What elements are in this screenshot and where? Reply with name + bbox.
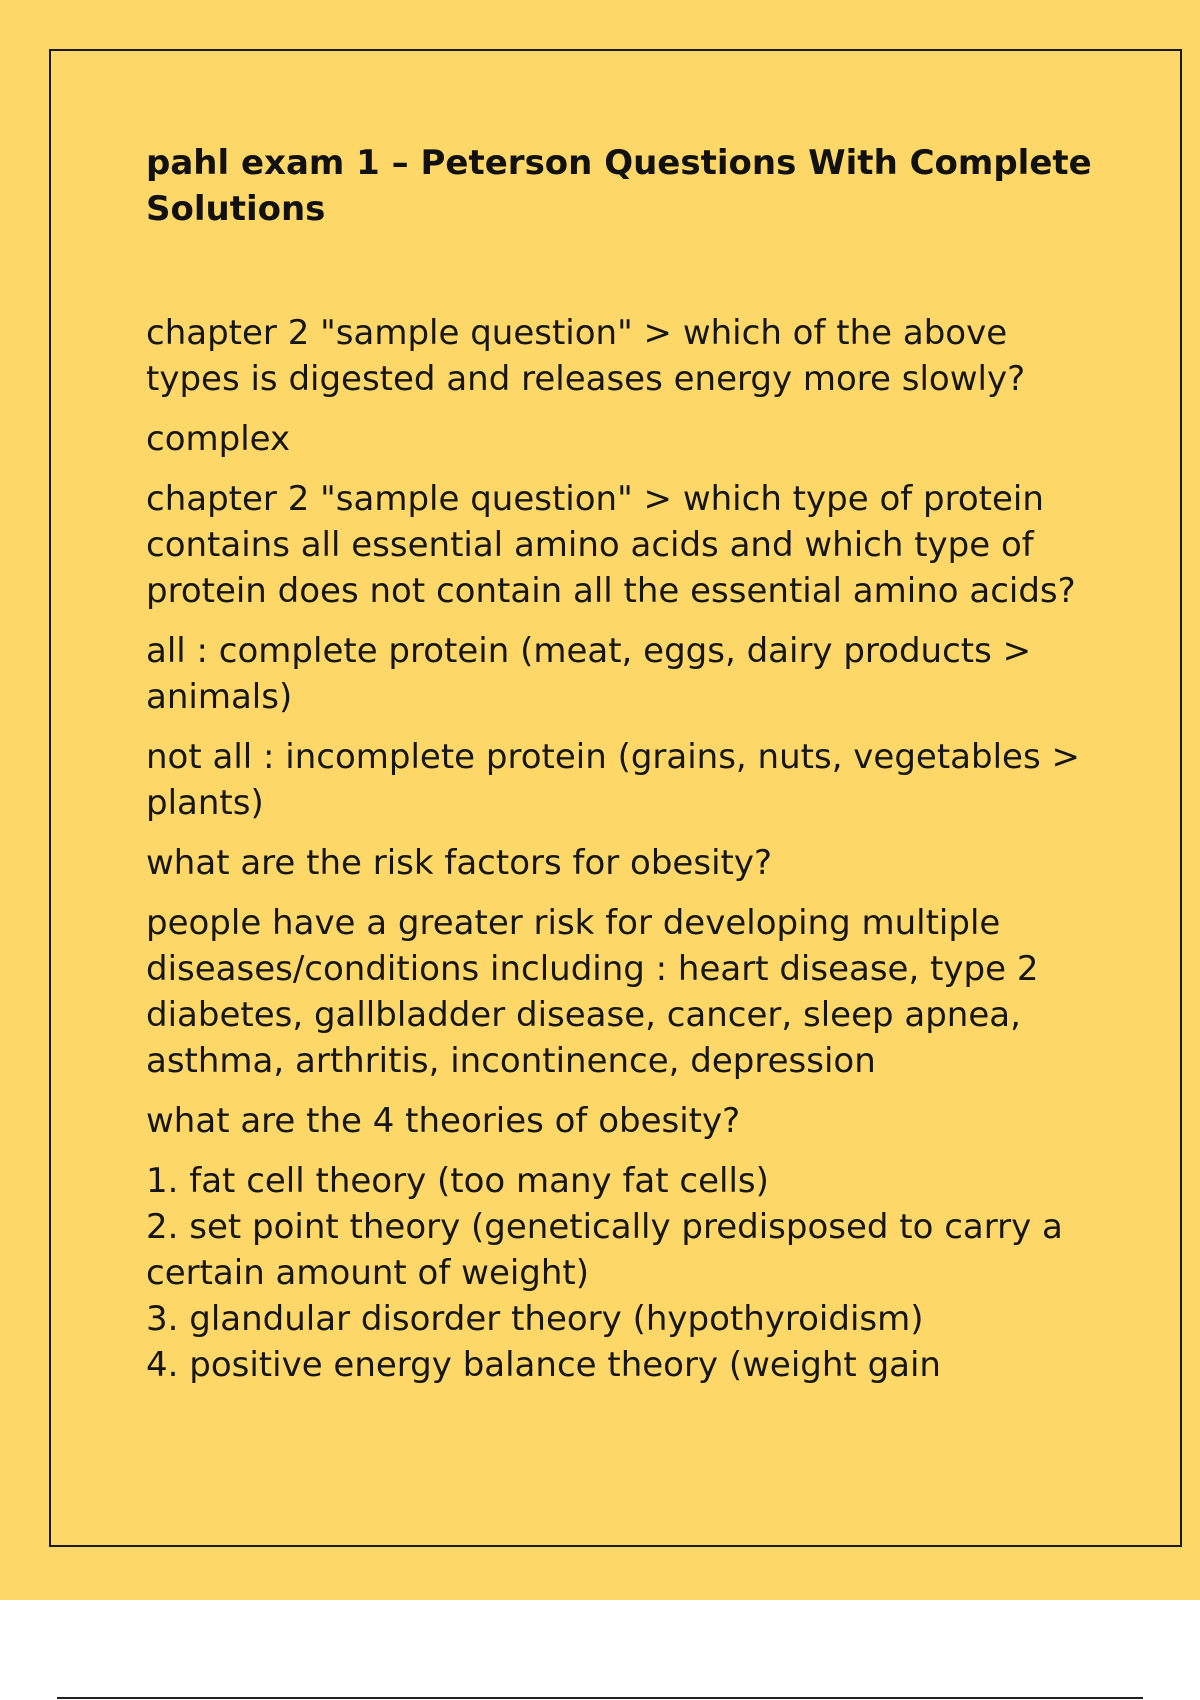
qa-list bbox=[146, 310, 1096, 1388]
question-protein: chapter 2 "sample question" > which type of protein contains all essential amino acids and which type of protein does not contain all the essential amino acids? bbox=[146, 479, 1076, 611]
answer-obesity-theories: 1. fat cell theory (too many fat cells) 2. set point theory (genetically predisposed to carry a certain amount of weight) 3. glandular disorder theory (hypothyroidism) 4. positive energy balance theory (weight gain bbox=[146, 1161, 1063, 1385]
document-content bbox=[146, 140, 1096, 1402]
answer-carbohydrate: complex bbox=[146, 419, 291, 459]
footer-divider bbox=[57, 1697, 1143, 1699]
document-title: pahl exam 1 – Peterson Questions With Complete Solutions bbox=[146, 143, 1092, 229]
question-obesity-theories: what are the 4 theories of obesity? bbox=[146, 1101, 741, 1141]
answer-incomplete-protein: not all : incomplete protein (grains, nuts, vegetables > plants) bbox=[146, 737, 1080, 823]
question-carbohydrate: chapter 2 "sample question" > which of the above types is digested and releases energy more slowly? bbox=[146, 313, 1026, 399]
question-obesity-risk: what are the risk factors for obesity? bbox=[146, 843, 773, 883]
answer-obesity-risk: people have a greater risk for developing multiple diseases/conditions including : heart disease, type 2 diabetes, gallbladder disease, cancer, sleep apnea, asthma, arthritis, incontinence, depression bbox=[146, 903, 1039, 1081]
answer-complete-protein: all : complete protein (meat, eggs, dairy products > animals) bbox=[146, 631, 1032, 717]
